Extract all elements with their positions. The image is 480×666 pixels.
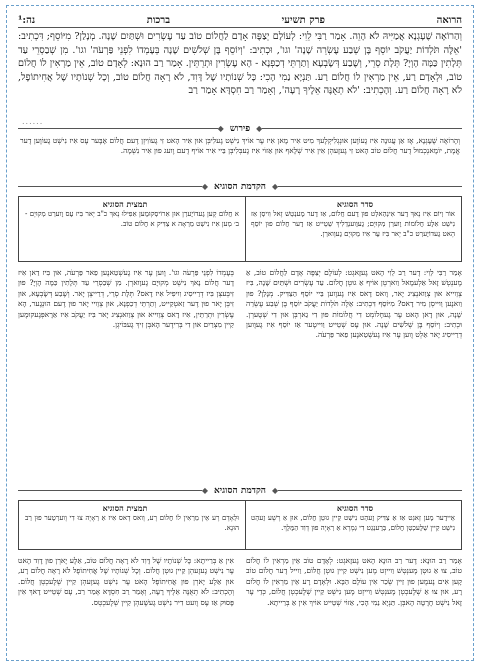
section-title-perush: פירוש	[229, 123, 251, 134]
box1-order-title: סדר הסוגיא	[336, 199, 374, 209]
commentary-column-right-2: אָמַר רַב הוּנָא: דֶער רַב הוּנָא הָאט גֶעזָאגְט: לְאָדָם טוֹב אֵין מַרְאִין לוֹ חֲלוֹם טוֹב, צוּ אַ גוּטְן מֶענְטְשׁ וַוייזְט מֶען נִישְׁט קַיין גוּטְן חֲלוֹם, וַוייל דֶער חֲלוֹם טוֹב קָען אִים נֶעמֶען פוּן זַיין שְׂכַר אִין עוֹלָם הַבָּא. וּלְאָדָם רָע אֵין מַרְאִין לוֹ חֲלוֹם רָע, אוּן צוּ אַ שְׁלֶעכְטְן מֶענְטְשׁ וַוייזְט מֶען נִישְׁט קַיין שְׁלֶעכְטְן חֲלוֹם, כְּדֵי עֶר זָאל נִישְׁט חָרָטָה הָאבְּן. תַּנְיָא נַמִי הָכִי, אַזוֹי שְׁטֵייט אוֹיךְ אִין אַ בְּרַייתָא.	[246, 556, 462, 607]
section-divider-hakdama-1: ◆ הקדמת הסוגיא ◆	[18, 180, 462, 192]
box2-summary-title: תמצית הסוגיא	[102, 503, 148, 513]
page-header	[18, 10, 462, 26]
box2-order-title: סדר הסוגיא	[336, 503, 374, 513]
commentary-column-right-1: אָמַר רַבִּי לֵוִי: דֶער רַב לֵוִי הָאט גֶעזָאגְט: לְעוֹלָם יְצַפֶּה אָדָם לַחֲלוֹם טוֹב, אַ מֶענְטְשׁ זָאל אַלְעמָאל וַוארְטְן אוֹיף אַ גוּטְן חֲלוֹם. עַד עֶשְׂרִים וּשְׁתַּיִם שָׁנָה, בִּיז צְוֵוייא אוּן צְוַואנְצִיג יָאר, וָואס דָאס אִיז גֶעוֶוען בַּיי יוֹסֵף הַצַדִּיק. מְנָלַן? פוּן וַואנֶען וֵוייסְן מִיר דָאס? מִיּוֹסֵף דִּכְתִיב: אֵלֶּה תֹּלְדוֹת יַעֲקֹב יוֹסֵף בֶּן שְׁבַע עֶשְׂרֵה שָׁנָה, אוּן דָאן הָאט עֶר גֶעחָלוֹמְט דִי חֲלוֹמוֹת פוּן דִי גַארְבְּן אוּן דִי שְׁטֶערְן. וּכְתִיב: וְיוֹסֵף בֶּן שְׁלֹשִׁים שָׁנָה. אוּן עֶס שְׁטֵייט וַוייטֶער אַז יוֹסֵף אִיז גֶעוֶוען דְרַייסִיג יָאר אַלְט וֶוען עֶר אִיז גֶעשְׁטַאנֶען פַאר פַּרְעֹה.	[246, 268, 462, 340]
gemara-main-text: וְהַרוֹאֶה שֶׁעָגְנָא אֲמַיִּיהּ לֹא הָוֵה. אָמַר רַבִּי לֵוִי: לְעוֹלָם יְצַפֶּה אָדָם לַחֲלוֹם טוֹב עַד עֶשְׂרִים וּשְׁתַּיִם שָׁנָה. מְנָלַן? מִיּוֹסֵף; דִּכְתִיב: 'אֵלֶּה תֹּלְדוֹת יַעֲקֹב יוֹסֵף בֶּן שְׁבַע עֶשְׂרֵה שָׁנָה' וגו', וּכְתִיב: 'וְיוֹסֵף בֶּן שְׁלֹשִׁים שָׁנָה בְּעָמְדוֹ לִפְנֵי פַּרְעֹה' וגו'. מִן שְׁבַסְרֵי עַד תְּלָתִין כַּמָּה הָוְיָ? תְּלָת סְרֵי, וְשֶׁבַע דְּשָׂבְעָא וְתַרְתֵּי דְכַפְנָא - הָא עֶשְׂרִין וּתְרֵתֵּין. אָמַר רַב הוּנָא: לְאָדָם טוֹב, אֵין מַרְאִין לוֹ חֲלוֹם טוֹב, וּלְאָדָם רַע, אֵין מַרְאִין לוֹ חֲלוֹם רַע. תַּנְיָא נַמִי הָכִי: כָּל שְׁנוֹתָיו שֶׁל דָּוִד, לֹא רָאָה חֲלוֹם טוֹב, וְכָל שְׁנוֹתָיו שֶׁל אֲחִיתוֹפֶל, לֹא רָאָה חֲלוֹם רַע. וְהָכְתִיב: 'לֹא תְאֻנֶּה אֵלֶיךָ רָעָה', וְאָמַר רַב חִסְדָּא אָמַר רַב	[18, 31, 462, 97]
header-tractate: ברכות	[146, 15, 171, 26]
ellipsis-mark: ......	[22, 117, 44, 126]
section-divider-perush: ◆ פירוש ◆	[18, 122, 462, 134]
summary-box-1	[18, 196, 462, 262]
section-title-hakdama-2: הקדמת הסוגיא	[214, 485, 266, 496]
box1-separator	[245, 197, 246, 261]
commentary-column-left-2: אִין אַ בְּרַייתָא: כָּל שְׁנוֹתָיו שֶׁל דָּוִד לֹא רָאָה חֲלוֹם טוֹב, אַלֶע יָארְן פוּן דָוִד הָאט עֶר נִישְׁט גֶעזֶעהְן קַיין גוּטְן חֲלוֹם. וְכָל שְׁנוֹתָיו שֶׁל אֲחִיתוֹפֶל לֹא רָאָה חֲלוֹם רָע, אוּן אַלֶע יָארְן פוּן אֲחִיתוֹפֶל הָאט עֶר נִישְׁט גֶעזֶעהְן קַיין שְׁלֶעכְטְן חֲלוֹם. וְהָכְתִיב: לֹא תְאֻנֶּה אֵלֶיךָ רָעָה, וְאָמַר רַב חִסְדָּא אָמַר רַב, עֶס שְׁטֵייט דָאךְ אִין פָּסוּק אַז עֶס וֶועט דִיר נִישְׁט גֶעשֶׁעהְן קַיין שְׁלֶעכְטְס.	[18, 556, 234, 607]
box1-summary-title: תמצית הסוגיא	[102, 199, 148, 209]
header-chapter: הרואה	[436, 15, 462, 26]
section-divider-hakdama-2: ◆ הקדמת הסוגיא ◆	[18, 484, 462, 496]
header-rule	[18, 27, 462, 28]
commentary-column-left-1: בְּעָמְדוֹ לִפְנֵי פַּרְעֹה וגו'. וֶוען עֶר אִיז גֶעשְׁטַאנֶען פַאר פַּרְעֹה, אוּן בִּיז דַאן אִיז דֶער חֲלוֹם נָאךְ נִישְׁט מְקוּיָם גֶעוָוארְן. מִן שְׁבַסְרֵי עַד תְּלָתִין כַּמָּה הָוְיָ? פוּן זִיבְּעצְן בִּיז דְרַייסִיג וִויפִיל אִיז דָאס? תְּלָת סְרֵי, דְרַייצְן יָאר. וְשֶׁבַע דְּשָׂבְעָא, אוּן זִיבְּן יָאר פוּן דֶער זַאטְקַייט, וְתַרְתֵּי דְכַפְנָא, אוּן צְוֵויי יָאר פוּן דֶעם הוּנְגֶער, הָא עֶשְׂרִין וּתְרֵתֵּין, אִיז דָאס צְוֵוייא אוּן צְוַואנְצִיג יָאר בִּיז יַעֲקֹב אִיז אַרָאפְּגֶעקוּמֶען קַיין מִצְרַיִם אוּן דִי בְּרִידֶער הָאבְּן זִיךְ גֶעבּוֹיגְן.	[18, 268, 234, 330]
section-title-hakdama-1: הקדמת הסוגיא	[214, 181, 266, 192]
header-folio: נה:¹	[18, 15, 36, 26]
box2-separator	[245, 501, 246, 549]
perush-text: וְהָרוֹאֶה שֶׁעָגְנָא, אֶז אַן עֲגוּנָה אִיז גֶעוֹוֶען אוּנְגְלִיקְלֶעךְ מִיט אִיר מָאן אִיז עֶר אוֹיךְ נִישְׁט גֶעלִיבְּן אוּן אִיר הָאט זִי גֶעוֹוִיזְן דֶעם חֲלוֹם אָבֶּער עֶס אִיז נִישְׁט גֶעוֹוֶען דֶער אֱמֶת, יוֹמָאנְכְמוּל דֶער חֲלוֹם טוֹב הָאט זִי גֶעזֶעהְן אִין אִיר שְׁלָאף אוּן אַזוֹי אִיז גֶעבְּלִיבְּן בַּיי אִיר אוֹיף דֶעם וֶועג פוּן אִיר נִשְׁמָה.	[20, 136, 460, 156]
header-perek: פרק תשיעי	[281, 15, 325, 26]
summary-box-2	[18, 500, 462, 550]
box1-summary-text: א חֲלוֹם קָען גֶעדוֹיֶערְן אוּן אַרוֹיסְקוּמֶען אַפִילוּ נָאךְ כ"ב יָאר בִּיז עֶס וֶוערְט מְקוּיָם - ב׳ מְען אִיז נִישְׁט מַרְאָה א צַדִּיק א חֲלוֹם טוֹב.	[25, 210, 239, 228]
box2-summary-text: וּלְאָדָם רָע אֵין מַרְאִין לוֹ חֲלוֹם רָע, וָואס דָאס אִיז אַ רְאָיָה צוּ דִי וָוערְטֶער פוּן רַב הוּנָא.	[25, 514, 239, 532]
box1-order-text: אוֹר וְיוֹם אִיז נָאךְ דֶער אִינְהַאלְט פוּן דֶעם חֲלוֹם, אַז דֶער מֶענְטְשׁ זָאל וִויסְן אַז נִישְׁט אַלֶע חֲלוֹמוֹת וֶוערְן מְקוּיָם; גֶעוֶוענְדְלִיךְ שְׁטֵייט אַז דֶער חֲלוֹם פוּן יוֹסֵף הָאט גֶעדוֹיֶערְט כ"ב יָאר בִּיז עֶר אִיז מְקוּיָם גֶעוָוארְן.	[251, 210, 455, 238]
box2-order-text: אֵיידֶער מֶען זָאגְט אַז אַ צַדִּיק זֶעהְט נִישְׁט קַיין גוּטְן חֲלוֹם, אוּן אַ רָשָׁע זֶעהְט נִישְׁט קַיין שְׁלֶעכְטְן חֲלוֹם, בְּרֶענְגְט דִי גְמָרָא אַ רְאָיָה פוּן דָוִד הַמֶּלֶךְ.	[251, 514, 455, 532]
